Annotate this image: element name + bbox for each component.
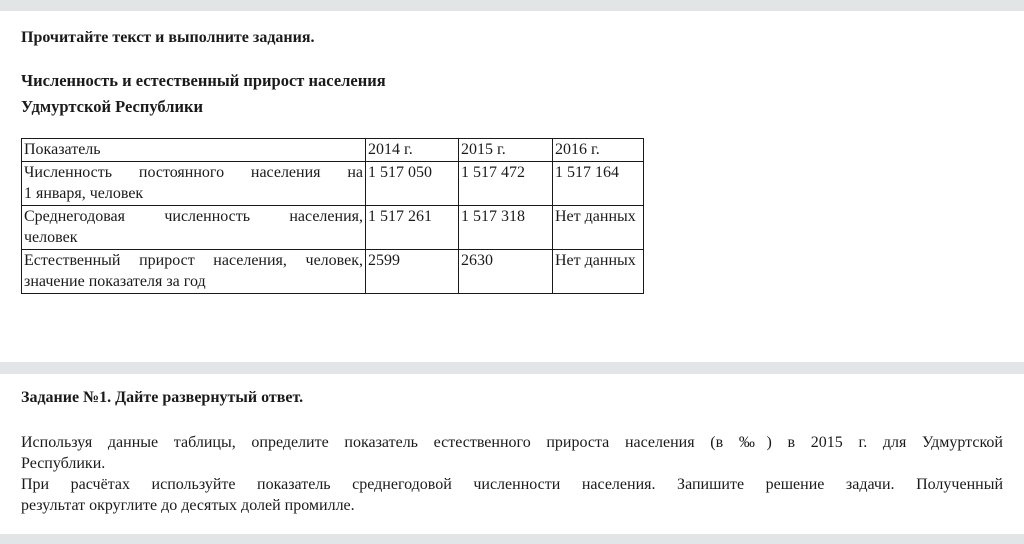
task-text-line: Используя данные таблицы, определите показатель естественного прироста населения (в ‰) в 2015 г. для Удмуртской bbox=[21, 434, 1003, 451]
cell-value: 1 517 261 bbox=[366, 206, 459, 250]
table-row bbox=[22, 206, 644, 250]
row-label-line: Среднегодовая численность населения, bbox=[24, 208, 363, 225]
cell-value: 2599 bbox=[366, 250, 459, 294]
cell-value: 2630 bbox=[459, 250, 553, 294]
cell-value: Нет данных bbox=[553, 206, 644, 250]
table-header-row bbox=[22, 139, 644, 162]
population-statistics-table bbox=[21, 138, 644, 294]
cell-value: 1 517 050 bbox=[366, 162, 459, 206]
task-section-card bbox=[0, 374, 1024, 534]
text-section-card bbox=[0, 11, 1024, 362]
task-text-line: результат округлите до десятых долей промилле. bbox=[21, 497, 355, 514]
cell-value: 1 517 318 bbox=[459, 206, 553, 250]
document-title-line1: Численность и естественный прирост населения bbox=[21, 71, 386, 90]
table-row bbox=[22, 250, 644, 294]
task-description bbox=[21, 432, 1003, 516]
row-label-line: человек bbox=[24, 229, 78, 246]
task-text-line: Республики. bbox=[21, 455, 106, 472]
task-text-line: При расчётах используйте показатель среднегодовой численности населения. Запишите решение задачи. Полученный bbox=[21, 476, 1003, 493]
row-label-average-population bbox=[22, 206, 366, 250]
document-title bbox=[21, 68, 1003, 120]
read-instruction-text: Прочитайте текст и выполните задания. bbox=[21, 29, 315, 46]
row-label-line: Естественный прирост населения, человек, bbox=[24, 252, 363, 269]
document-title-line2: Удмуртской Республики bbox=[21, 97, 203, 116]
row-label-permanent-population bbox=[22, 162, 366, 206]
column-header-indicator: Показатель bbox=[22, 139, 366, 162]
table-row bbox=[22, 162, 644, 206]
row-label-natural-increase bbox=[22, 250, 366, 294]
row-label-line: Численность постоянного населения на bbox=[24, 164, 363, 181]
row-label-line: значение показателя за год bbox=[24, 273, 206, 290]
cell-value: 1 517 164 bbox=[553, 162, 644, 206]
row-label-line: 1 января, человек bbox=[24, 185, 144, 202]
cell-value: Нет данных bbox=[553, 250, 644, 294]
cell-value: 1 517 472 bbox=[459, 162, 553, 206]
column-header-2016: 2016 г. bbox=[553, 139, 644, 162]
column-header-2015: 2015 г. bbox=[459, 139, 553, 162]
task-heading: Задание №1. Дайте развернутый ответ. bbox=[21, 389, 304, 406]
column-header-2014: 2014 г. bbox=[366, 139, 459, 162]
